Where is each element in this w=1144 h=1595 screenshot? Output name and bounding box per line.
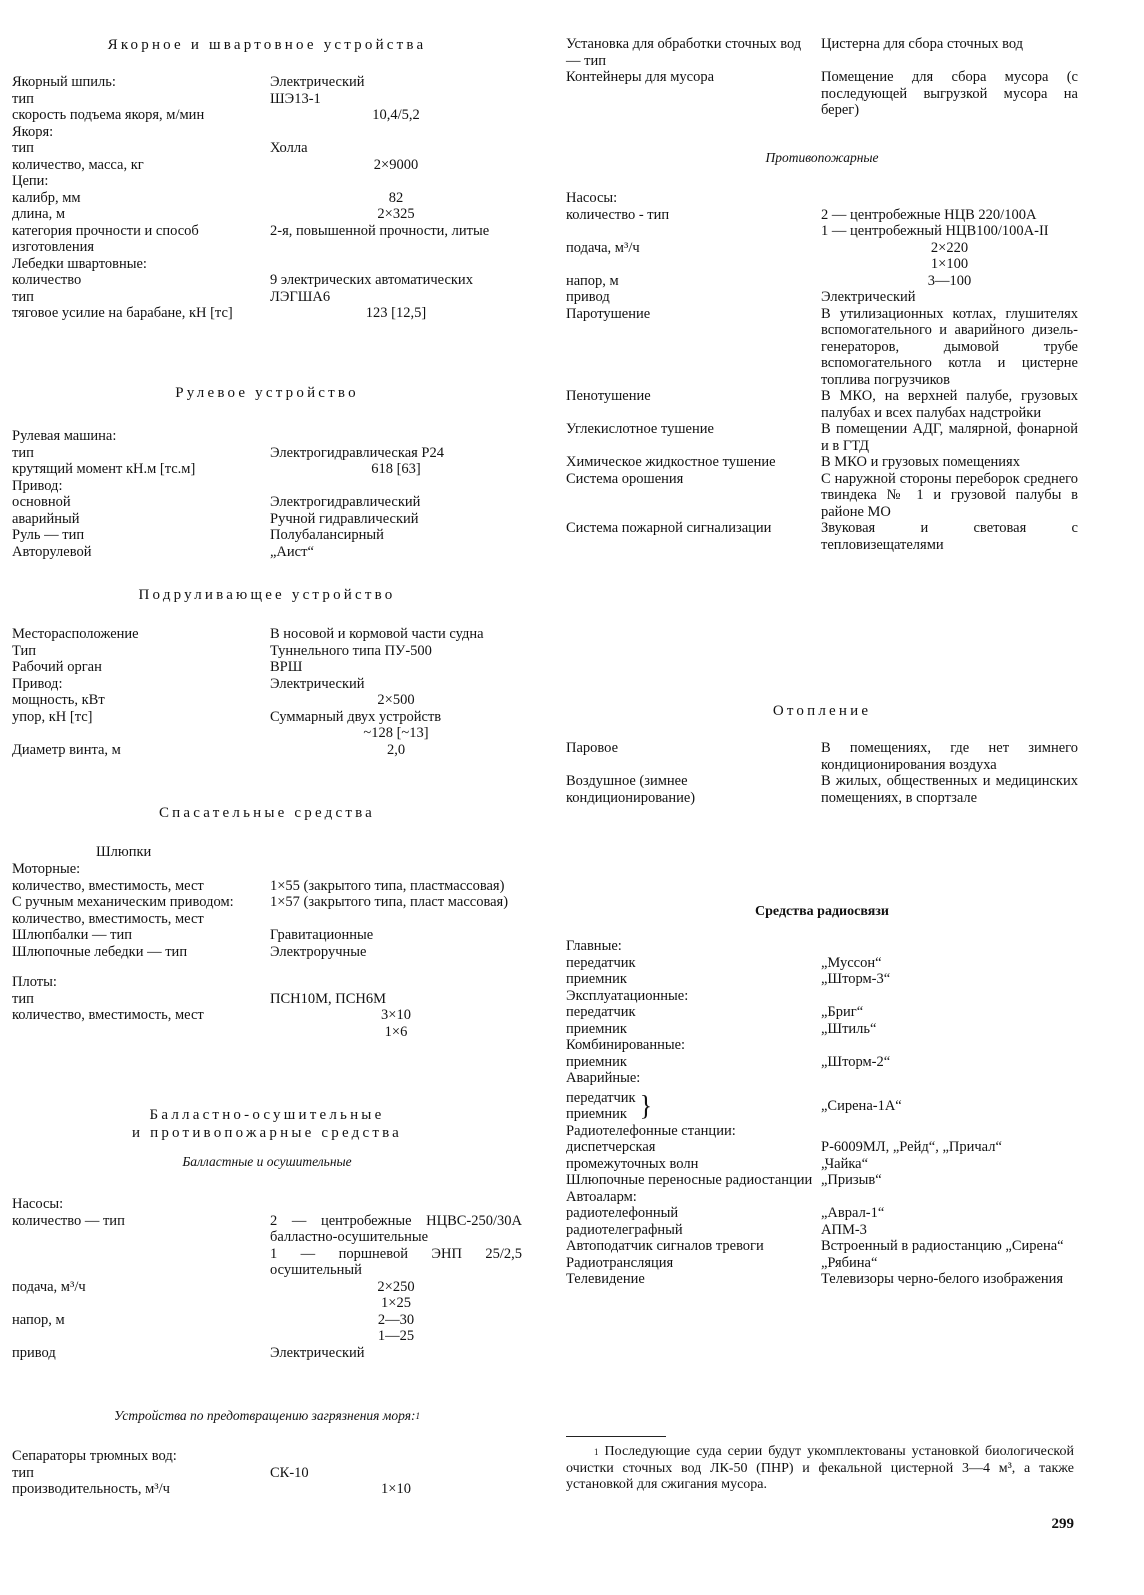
pollution-subheading: Устройства по предотвращению загрязнения моря:$^1$ xyxy=(113,1408,421,1423)
row-label xyxy=(566,223,821,240)
row-value: Электрический xyxy=(270,1344,365,1361)
spec-row xyxy=(566,36,1078,69)
spec-row xyxy=(12,709,522,726)
row-value: Электрический xyxy=(270,74,365,90)
row-label: упор, кН [тс] xyxy=(12,708,93,725)
row-value: ШЭ13-1 xyxy=(270,90,321,107)
row-label: Насосы: xyxy=(566,190,618,206)
row-label: Система пожарной сигнализации xyxy=(566,520,772,536)
row-label: Якорный шпиль: xyxy=(12,74,116,90)
spec-row xyxy=(12,643,522,660)
spec-row xyxy=(12,511,522,528)
row-value: „Сирена-1А“ xyxy=(821,1097,902,1114)
waste-section xyxy=(566,36,1078,119)
spec-row xyxy=(566,1123,1078,1140)
row-value: ЛЭГША6 xyxy=(270,288,331,305)
spec-row xyxy=(12,428,522,445)
spec-row xyxy=(12,692,522,709)
spec-row xyxy=(12,1196,522,1213)
emergency-row xyxy=(566,1090,1078,1123)
spec-row xyxy=(566,938,1078,955)
row-value: „Чайка“ xyxy=(821,1155,869,1172)
row-label: Радиотрансляция xyxy=(566,1254,674,1271)
row-value: Полубалансирный xyxy=(270,527,384,543)
row-label xyxy=(566,256,821,273)
spec-row xyxy=(12,190,522,207)
section-heading: Якорное и швартовное устройства xyxy=(107,37,427,53)
section-heading: Отопление xyxy=(772,703,872,719)
row-label: Моторные: xyxy=(12,861,81,877)
row-label: длина, м xyxy=(12,206,65,222)
row-value: Телевизоры черно-белого изображения xyxy=(821,1271,1064,1287)
row-label: подача, м³/ч xyxy=(12,1278,86,1295)
spec-row xyxy=(12,1465,522,1482)
row-value: В МКО, на верхней палубе, грузовых палубах и всех палубах надстройки xyxy=(821,388,1078,421)
row-label: приемник xyxy=(566,1053,627,1070)
spec-row xyxy=(12,1213,522,1246)
row-label: Шлюпочные лебедки — тип xyxy=(12,943,188,960)
footnote: $^1$ Последующие суда серии будут укомплектованы установкой биологической очистки сточных вод ЛК-50 (ПНР) и фекальной цистерной 3—4 м³, а также установкой для сжигания мусора. xyxy=(566,1444,1075,1492)
spec-row xyxy=(12,861,522,878)
row-label: Месторасположение xyxy=(12,626,139,642)
spec-row xyxy=(12,725,522,742)
row-label: Комбинированные: xyxy=(566,1037,686,1053)
spec-row xyxy=(12,742,522,759)
row-label: Сепараторы трюмных вод: xyxy=(12,1448,177,1464)
spec-row xyxy=(12,272,522,289)
spec-row xyxy=(566,471,1078,521)
row-value: 123 [12,5] xyxy=(365,305,427,321)
spec-row xyxy=(12,626,522,643)
row-label: привод xyxy=(12,1344,56,1361)
fire-subheading: Противопожарные xyxy=(765,150,879,165)
row-value: 1×10 xyxy=(381,1481,411,1497)
page-number: 299 xyxy=(1051,1516,1074,1532)
spec-row xyxy=(566,1004,1078,1021)
row-value: 1×55 (закрытого типа, пластмассовая) xyxy=(270,877,505,894)
row-value: 82 xyxy=(388,189,404,206)
spec-row xyxy=(12,659,522,676)
footnote-mark: 1 xyxy=(594,1447,599,1457)
row-value: 10,4/5,2 xyxy=(372,107,420,123)
row-value: 1×6 xyxy=(384,1023,408,1040)
row-label: Химическое жидкостное тушение xyxy=(566,454,776,470)
row-label: Воздушное (зимнее кондиционирование) xyxy=(566,773,696,806)
row-label: передатчик xyxy=(566,954,636,971)
row-label: Контейнеры для мусора xyxy=(566,69,715,85)
row-label: Автоаларм: xyxy=(566,1188,637,1205)
row-label: тип xyxy=(12,140,34,156)
spec-row xyxy=(566,1070,1078,1087)
row-label: приемник xyxy=(566,1020,627,1037)
spec-row xyxy=(12,173,522,190)
section-heading-2: и противопожарные средства xyxy=(131,1125,403,1141)
row-label: Паровое xyxy=(566,740,619,756)
spec-row xyxy=(566,223,1078,240)
row-value xyxy=(270,428,522,445)
row-label: Аварийные: xyxy=(566,1070,641,1086)
row-label: Система орошения xyxy=(566,470,684,487)
spec-row xyxy=(566,1222,1078,1239)
row-label: тип xyxy=(12,1464,34,1481)
row-value: В утилизационных котлах, глушителях вспомогательного и аварийного дизель-генераторов, дымовой трубе вспомогательного котла и цистерне топлива погрузчиков xyxy=(821,305,1078,388)
row-value: 2×250 xyxy=(377,1278,415,1295)
fire-section xyxy=(566,150,1078,553)
row-value: 2×9000 xyxy=(373,156,419,173)
row-value: 1 — поршневой ЭНП 25/2,5 осушительный xyxy=(270,1245,522,1278)
row-label: приемник xyxy=(566,1106,627,1122)
spec-row xyxy=(566,388,1078,421)
row-value: В жилых, общественных и медицинских помещениях, в спортзале xyxy=(821,773,1078,806)
row-label: мощность, кВт xyxy=(12,692,105,708)
spec-row xyxy=(12,944,522,961)
ballast-subheading: Балластные и осушительные xyxy=(182,1154,352,1169)
spec-row xyxy=(12,974,522,991)
row-label: Цепи: xyxy=(12,173,49,189)
row-value xyxy=(821,1123,1078,1140)
spec-row xyxy=(566,190,1078,207)
thruster-section xyxy=(12,586,522,758)
footnote-mark: 1 xyxy=(415,1411,421,1421)
row-value xyxy=(821,190,1078,207)
row-label: Пенотушение xyxy=(566,388,651,404)
row-value xyxy=(270,124,522,141)
row-label: количество - тип xyxy=(566,206,670,223)
row-label: Лебедки швартовные: xyxy=(12,255,147,272)
spec-row xyxy=(12,461,522,478)
row-value xyxy=(821,1037,1078,1054)
spec-row xyxy=(12,544,522,561)
row-label: количество xyxy=(12,272,82,288)
row-label: количество, вместимость, мест xyxy=(12,877,204,894)
spec-row xyxy=(566,1172,1078,1189)
spec-row xyxy=(12,74,522,91)
spec-row xyxy=(566,1255,1078,1272)
row-value: 9 электрических автоматических xyxy=(270,272,473,288)
row-value: „Призыв“ xyxy=(821,1172,882,1188)
row-value: „Шторм-2“ xyxy=(821,1053,891,1070)
footnote-divider xyxy=(566,1436,666,1437)
spec-row xyxy=(566,988,1078,1005)
row-value: „Муссон“ xyxy=(821,954,882,971)
row-value: „Аврал-1“ xyxy=(821,1205,885,1221)
row-value: Электроручные xyxy=(270,943,367,960)
row-label: подача, м³/ч xyxy=(566,239,640,256)
row-label: передатчик xyxy=(566,1089,636,1106)
row-label: количество, вместимость, мест xyxy=(12,1007,204,1023)
section-heading: Средства радиосвязи xyxy=(755,904,889,919)
section-heading: Подруливающее устройство xyxy=(138,587,396,603)
spec-row xyxy=(12,1345,522,1362)
row-label: калибр, мм xyxy=(12,189,81,206)
row-value: 3×10 xyxy=(381,1007,411,1023)
boats-subheading: Шлюпки xyxy=(96,844,152,860)
row-value: 1×25 xyxy=(381,1295,411,1311)
spec-row xyxy=(12,206,522,223)
spec-row xyxy=(566,1156,1078,1173)
row-label: тип xyxy=(12,90,34,107)
spec-row xyxy=(12,124,522,141)
row-value: АПМ-3 xyxy=(821,1221,867,1238)
row-value: Электрический xyxy=(270,675,365,692)
row-value xyxy=(821,988,1078,1005)
row-value: В помещении АДГ, малярной, фонарной и в ГТД xyxy=(821,421,1078,454)
spec-row xyxy=(566,520,1078,553)
spec-row xyxy=(566,240,1078,257)
row-label: С ручным механическим приводом: количество, вместимость, мест xyxy=(12,894,234,927)
row-label: Паротушение xyxy=(566,305,651,322)
row-value: 1×57 (закрытого типа, пласт массовая) xyxy=(270,894,509,910)
row-value: 2-я, повышенной прочности, литые xyxy=(270,222,490,239)
row-label: аварийный xyxy=(12,510,80,527)
row-value: Электрогидравлический xyxy=(270,494,421,510)
row-value: Суммарный двух устройств xyxy=(270,708,442,725)
row-value: 1 — центробежный НЦВ100/100А-II xyxy=(821,223,1049,239)
row-label xyxy=(12,1246,270,1279)
row-value: 2 — центробежные НЦВ 220/100А xyxy=(821,206,1037,223)
row-label: крутящий момент кН.м [тс.м] xyxy=(12,461,196,477)
row-value: С наружной стороны переборок среднего твиндека № 1 и грузовой палубы в районе МО xyxy=(821,470,1078,520)
row-label: Плоты: xyxy=(12,974,57,990)
row-label xyxy=(12,1024,270,1041)
row-label: Рабочий орган xyxy=(12,659,102,675)
row-label: Автоподатчик сигналов тревоги xyxy=(566,1238,764,1254)
row-value: 2 — центробежные НЦВС-250/30А балластно-осушительные xyxy=(270,1212,522,1245)
row-label: категория прочности и способ изготовления xyxy=(12,222,199,255)
spec-row xyxy=(12,1448,522,1465)
row-value: Туннельного типа ПУ-500 xyxy=(270,642,432,659)
spec-row xyxy=(566,256,1078,273)
spec-row xyxy=(12,894,522,927)
spec-row xyxy=(566,971,1078,988)
lifesaving-section xyxy=(12,804,522,1040)
spec-row xyxy=(12,223,522,256)
anchor-section xyxy=(12,36,522,322)
spec-row xyxy=(12,1024,522,1041)
row-value: 2—30 xyxy=(377,1311,415,1328)
row-label: тип xyxy=(12,990,34,1007)
spec-row xyxy=(566,955,1078,972)
row-value: „Штиль“ xyxy=(821,1020,877,1037)
row-label: Шлюпбалки — тип xyxy=(12,927,133,943)
row-value: „Бриг“ xyxy=(821,1004,864,1020)
spec-row xyxy=(566,1139,1078,1156)
row-label: радиотелеграфный xyxy=(566,1221,683,1238)
brace-icon: } xyxy=(639,1089,653,1122)
row-label: Якоря: xyxy=(12,123,54,140)
radio-section xyxy=(566,903,1078,1288)
row-label: привод xyxy=(566,289,610,305)
section-heading: Рулевое устройство xyxy=(175,385,359,401)
row-value xyxy=(270,974,522,991)
row-label: Насосы: xyxy=(12,1196,64,1212)
row-label: Радиотелефонные станции: xyxy=(566,1122,736,1139)
spec-row xyxy=(566,1271,1078,1288)
row-value: 1—25 xyxy=(377,1328,415,1344)
row-label: приемник xyxy=(566,971,627,987)
row-value xyxy=(270,256,522,273)
row-value xyxy=(270,173,522,190)
spec-row xyxy=(12,1007,522,1024)
spec-row xyxy=(12,157,522,174)
row-label: количество, масса, кг xyxy=(12,156,144,173)
row-label: передатчик xyxy=(566,1004,636,1020)
row-value: „Шторм-3“ xyxy=(821,971,891,987)
spec-row xyxy=(12,289,522,306)
row-label: Авторулевой xyxy=(12,543,92,560)
row-label: Рулевая машина: xyxy=(12,428,117,444)
row-value xyxy=(270,478,522,495)
row-value: ~128 [~13] xyxy=(363,725,429,741)
spec-row xyxy=(12,91,522,108)
spec-row xyxy=(566,306,1078,389)
row-label: производительность, м³/ч xyxy=(12,1481,170,1497)
row-label: количество — тип xyxy=(12,1212,125,1229)
spec-row xyxy=(566,421,1078,454)
row-label: Углекислотное тушение xyxy=(566,421,714,437)
section-heading: Спасательные средства xyxy=(158,805,376,821)
row-value: 618 [63] xyxy=(371,461,421,477)
spec-row xyxy=(566,454,1078,471)
row-label: Тип xyxy=(12,642,37,659)
spec-row xyxy=(566,69,1078,119)
row-value: Цистерна для сбора сточных вод xyxy=(821,36,1024,52)
row-label: Телевидение xyxy=(566,1271,645,1287)
spec-row xyxy=(12,527,522,544)
spec-row xyxy=(12,140,522,157)
row-value: Встроенный в радиостанцию „Сирена“ xyxy=(821,1238,1064,1254)
spec-row xyxy=(12,1481,522,1498)
spec-row xyxy=(12,445,522,462)
row-value: Электрический xyxy=(821,289,916,305)
spec-row xyxy=(566,1189,1078,1206)
row-value: 3—100 xyxy=(927,272,972,289)
spec-row xyxy=(12,1279,522,1296)
row-label: Шлюпочные переносные радиостанции xyxy=(566,1172,813,1188)
row-label: Руль — тип xyxy=(12,527,85,543)
row-value: Электрогидравлическая Р24 xyxy=(270,444,444,461)
row-value: В носовой и кормовой части судна xyxy=(270,626,484,642)
spec-row xyxy=(12,1295,522,1312)
row-value: В помещениях, где нет зимнего кондиционирования воздуха xyxy=(821,740,1078,773)
ballast-section xyxy=(12,1106,522,1361)
row-label: Диаметр винта, м xyxy=(12,741,121,758)
row-label: радиотелефонный xyxy=(566,1205,679,1221)
row-label: Привод: xyxy=(12,675,63,692)
steering-section xyxy=(12,384,522,560)
row-label: Привод: xyxy=(12,477,63,494)
row-value xyxy=(270,1196,522,1213)
row-value: 2×500 xyxy=(377,692,415,708)
row-value: 2×220 xyxy=(930,239,969,256)
spec-row xyxy=(12,256,522,273)
row-value: ВРШ xyxy=(270,659,303,675)
spec-row xyxy=(566,207,1078,224)
row-value: 2,0 xyxy=(386,741,406,758)
row-value: „Аист“ xyxy=(270,543,314,560)
row-label: основной xyxy=(12,494,71,510)
row-value xyxy=(270,861,522,878)
row-value: Ручной гидравлический xyxy=(270,510,419,527)
spec-row xyxy=(12,494,522,511)
spec-row xyxy=(12,1246,522,1279)
row-value: 1×100 xyxy=(930,256,969,272)
spec-row xyxy=(12,991,522,1008)
row-label: Эксплуатационные: xyxy=(566,987,689,1004)
spec-row xyxy=(566,1054,1078,1071)
row-value: Помещение для сбора мусора (с последующей выгрузкой мусора на берег) xyxy=(821,69,1078,118)
spec-row xyxy=(566,1205,1078,1222)
spec-row xyxy=(566,289,1078,306)
spec-row xyxy=(12,1312,522,1329)
spec-row xyxy=(12,676,522,693)
spec-row xyxy=(566,740,1078,773)
row-label: тип xyxy=(12,288,34,305)
heating-section xyxy=(566,702,1078,806)
spec-row xyxy=(566,773,1078,806)
spec-row xyxy=(566,1021,1078,1038)
pollution-section xyxy=(12,1408,522,1498)
row-label: напор, м xyxy=(12,1311,65,1328)
row-value: Холла xyxy=(270,140,308,156)
section-heading: Балластно-осушительные xyxy=(149,1107,385,1123)
row-label xyxy=(12,1295,270,1312)
row-value: Р-6009МЛ, „Рейд“, „Причал“ xyxy=(821,1139,1002,1155)
row-label xyxy=(12,1328,270,1345)
row-value: Звуковая и световая с тепловизещателями xyxy=(821,520,1078,553)
spec-row xyxy=(566,273,1078,290)
row-value xyxy=(821,1070,1078,1087)
row-label: Установка для обработки сточных вод — тип xyxy=(566,36,802,69)
row-value: „Рябина“ xyxy=(821,1254,878,1271)
row-label: промежуточных волн xyxy=(566,1155,699,1172)
row-label: скорость подъема якоря, м/мин xyxy=(12,107,205,123)
row-label: тип xyxy=(12,444,34,461)
spec-row xyxy=(12,305,522,322)
row-label xyxy=(12,725,270,742)
spec-row xyxy=(12,927,522,944)
row-value: ПСН10М, ПСН6М xyxy=(270,990,387,1007)
row-value: СК-10 xyxy=(270,1464,309,1481)
row-value: 2×325 xyxy=(377,206,415,222)
spec-row xyxy=(566,1238,1078,1255)
spec-row xyxy=(12,1328,522,1345)
row-label: Главные: xyxy=(566,938,622,954)
spec-row xyxy=(12,107,522,124)
spec-row xyxy=(566,1037,1078,1054)
row-label: тяговое усилие на барабане, кН [тс] xyxy=(12,305,233,321)
row-label: напор, м xyxy=(566,272,619,289)
row-label: диспетчерская xyxy=(566,1139,656,1155)
row-value xyxy=(821,938,1078,955)
row-value xyxy=(270,1448,522,1465)
row-value: Гравитационные xyxy=(270,927,374,943)
spec-row xyxy=(12,878,522,895)
row-value xyxy=(821,1189,1078,1206)
row-value: В МКО и грузовых помещениях xyxy=(821,454,1020,470)
spec-row xyxy=(12,478,522,495)
